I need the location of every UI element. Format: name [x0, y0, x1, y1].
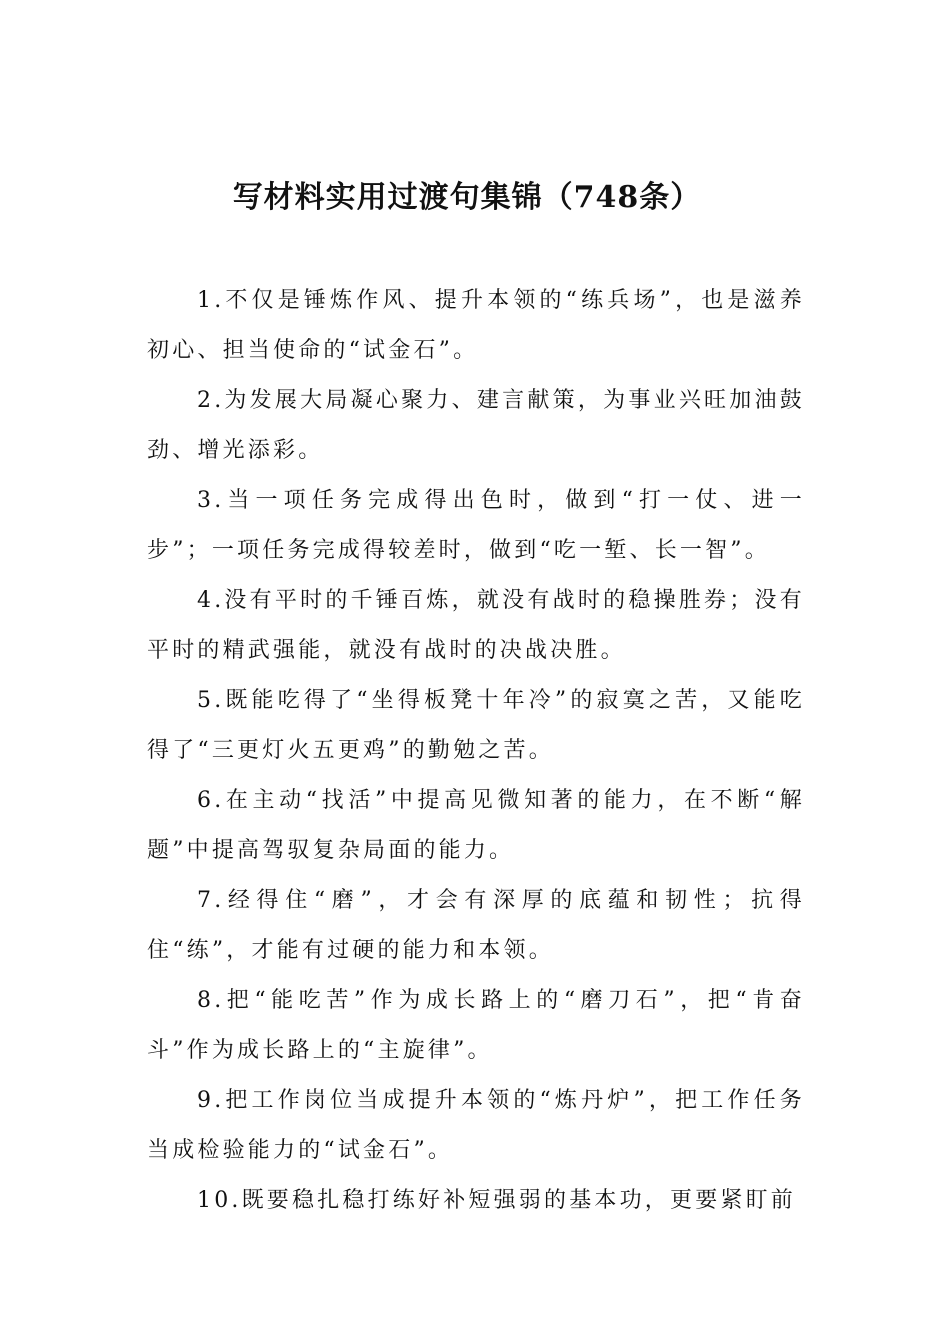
paragraph-7: 7.经得住“磨”，才会有深厚的底蕴和韧性；抗得住“练”，才能有过硬的能力和本领。 [147, 888, 805, 963]
document-title: 写材料实用过渡句集锦（748条） [232, 180, 702, 215]
paragraph-8: 8.把“能吃苦”作为成长路上的“磨刀石”，把“肯奋斗”作为成长路上的“主旋律”。 [147, 988, 805, 1063]
paragraph-1: 1.不仅是锤炼作风、提升本领的“练兵场”，也是滋养初心、担当使命的“试金石”。 [147, 288, 805, 363]
paragraph-9: 9.把工作岗位当成提升本领的“炼丹炉”，把工作任务当成检验能力的“试金石”。 [147, 1088, 805, 1163]
paragraph-2: 2.为发展大局凝心聚力、建言献策，为事业兴旺加油鼓劲、增光添彩。 [147, 388, 805, 463]
paragraph-6: 6.在主动“找活”中提高见微知著的能力，在不断“解题”中提高驾驭复杂局面的能力。 [147, 788, 805, 863]
paragraph-4: 4.没有平时的千锤百炼，就没有战时的稳操胜券；没有平时的精武强能，就没有战时的决战决胜。 [147, 588, 805, 663]
document-body [147, 276, 805, 1226]
paragraph-10: 10.既要稳扎稳打练好补短强弱的基本功，更要紧盯前 [197, 1188, 796, 1213]
paragraph-5: 5.既能吃得了“坐得板凳十年冷”的寂寞之苦，又能吃得了“三更灯火五更鸡”的勤勉之苦。 [147, 688, 805, 763]
paragraph-3: 3.当一项任务完成得出色时，做到“打一仗、进一步”；一项任务完成得较差时，做到“吃一堑、长一智”。 [147, 488, 805, 563]
